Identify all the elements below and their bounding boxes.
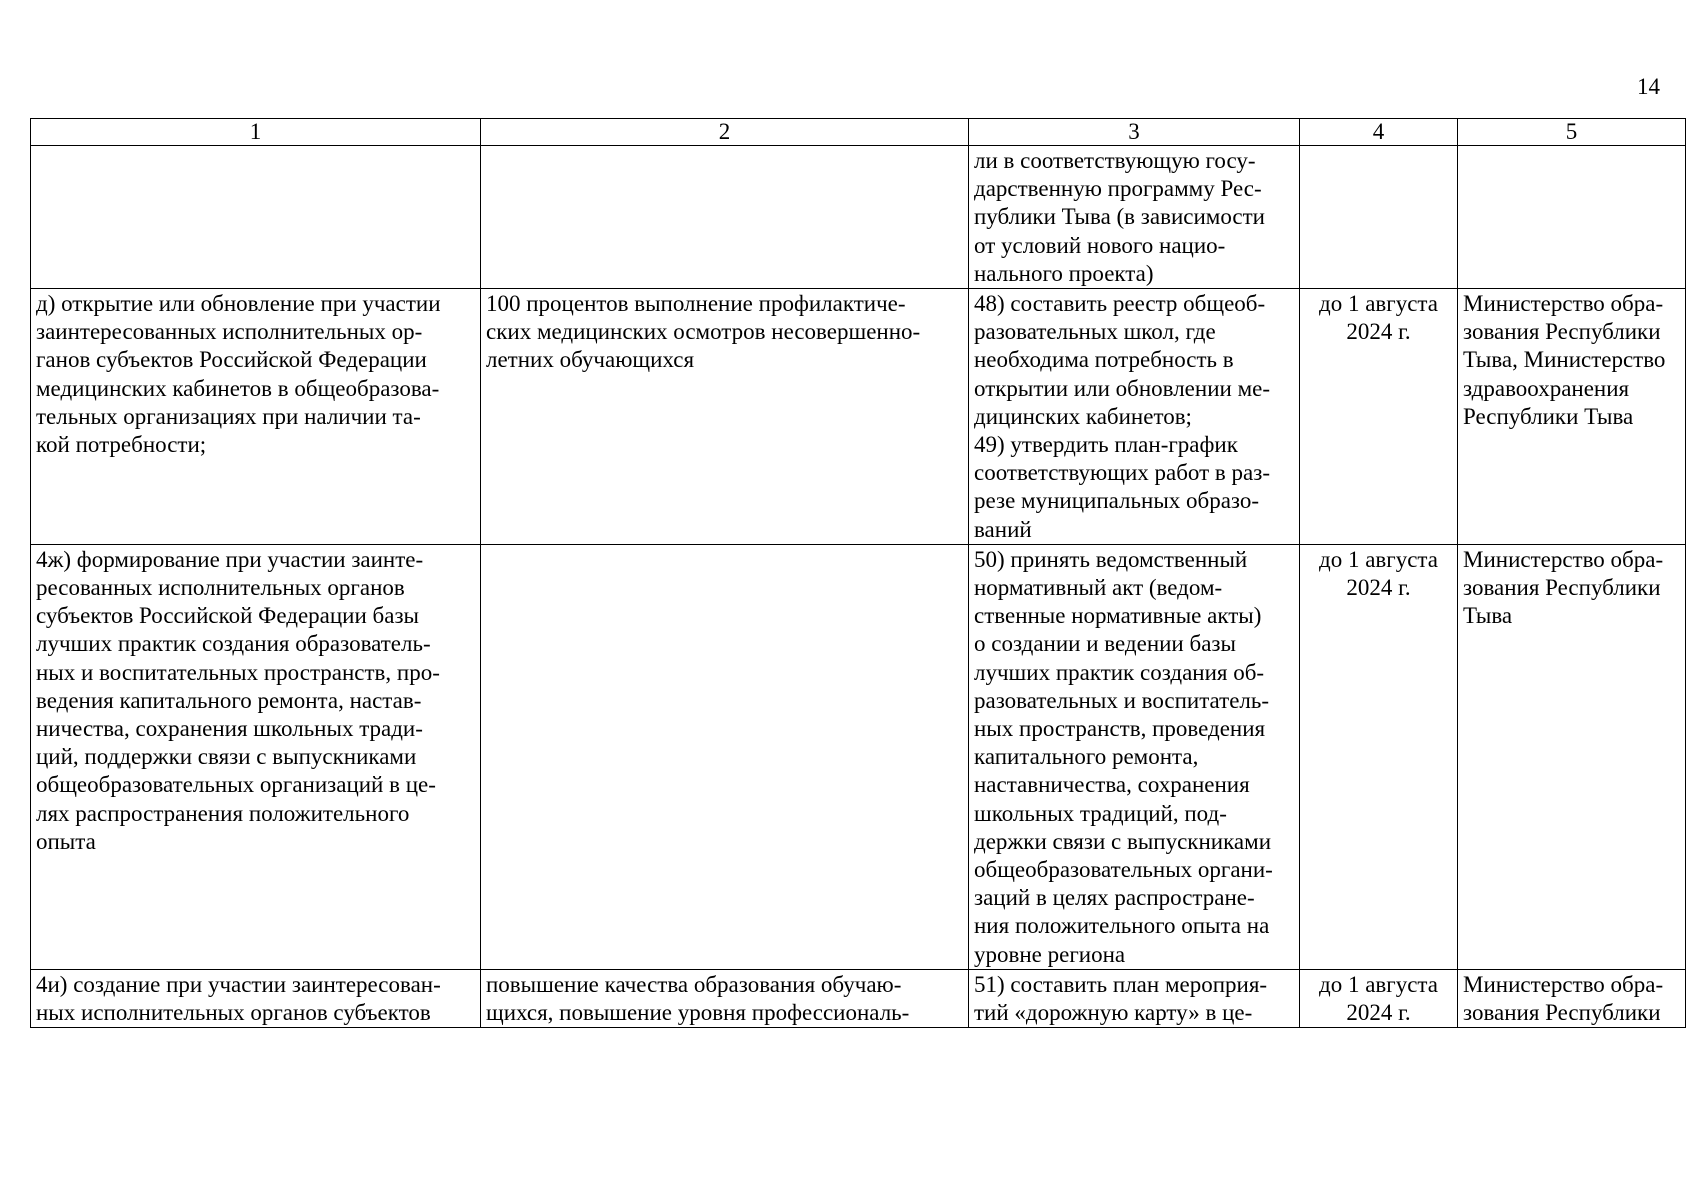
column-header: 4 xyxy=(1300,119,1458,146)
column-header: 3 xyxy=(969,119,1300,146)
table-row xyxy=(31,969,1686,1027)
cell-text-line: школьных традиций, под- xyxy=(974,800,1227,826)
cell-text-line: лучших практик создания образователь- xyxy=(36,631,431,657)
cell-text-line: повышение качества образования обучаю- xyxy=(486,971,902,997)
cell-text-line: Тыва xyxy=(1463,603,1513,629)
cell-text-line: субъектов Российской Федерации базы xyxy=(36,603,419,629)
cell-text-line: резе муниципальных образо- xyxy=(974,488,1260,514)
cell-text-line: ресованных исполнительных органов xyxy=(36,575,405,601)
cell-text-line: кой потребности; xyxy=(36,432,207,458)
measure-cell xyxy=(31,146,481,289)
indicator-cell xyxy=(481,969,969,1027)
cell-text-line: необходима потребность в xyxy=(974,347,1234,373)
cell-text-line: тельных организациях при наличии та- xyxy=(36,403,421,429)
cell-text-line: нормативный акт (ведом- xyxy=(974,575,1223,601)
cell-text-line: Министерство обра- xyxy=(1463,546,1664,572)
deadline-cell xyxy=(1300,146,1458,289)
cell-text-line: до 1 августа xyxy=(1319,291,1438,317)
cell-text-line: ных и воспитательных пространств, про- xyxy=(36,659,440,685)
table-header-row xyxy=(31,119,1686,146)
cell-text-line: зования Республики xyxy=(1463,319,1661,345)
table-row xyxy=(31,544,1686,969)
table-row xyxy=(31,146,1686,289)
cell-text-line: ных пространств, проведения xyxy=(974,716,1266,742)
column-header: 2 xyxy=(481,119,969,146)
measure-cell xyxy=(31,289,481,545)
cell-text-line: ных исполнительных органов субъектов xyxy=(36,1000,431,1026)
cell-text-line: публики Тыва (в зависимости xyxy=(974,204,1265,230)
cell-text-line: о создании и ведении базы xyxy=(974,631,1236,657)
cell-text-line: держки связи с выпускниками xyxy=(974,828,1272,854)
cell-text-line: соответствующих работ в раз- xyxy=(974,460,1270,486)
cell-text-line: ведения капитального ремонта, настав- xyxy=(36,687,422,713)
cell-text-line: лях распространения положительного xyxy=(36,800,410,826)
cell-text-line: общеобразовательных организаций в це- xyxy=(36,772,436,798)
cell-text-line: до 1 августа xyxy=(1319,971,1438,997)
cell-text-line: Тыва, Министерство xyxy=(1463,347,1666,373)
cell-text-line: Министерство обра- xyxy=(1463,291,1664,317)
cell-text-line: щихся, повышение уровня профессиональ- xyxy=(486,1000,910,1026)
action-cell xyxy=(969,969,1300,1027)
cell-text-line: 2024 г. xyxy=(1346,1000,1411,1026)
cell-text-line: ния положительного опыта на xyxy=(974,913,1270,939)
cell-text-line: заинтересованных исполнительных ор- xyxy=(36,319,423,345)
plan-table xyxy=(30,118,1686,1028)
cell-text-line: разовательных школ, где xyxy=(974,319,1216,345)
cell-text-line: летних обучающихся xyxy=(486,347,695,373)
cell-text-line: общеобразовательных органи- xyxy=(974,857,1273,883)
deadline-cell xyxy=(1300,969,1458,1027)
responsible-cell xyxy=(1458,969,1686,1027)
cell-text-line: 50) принять ведомственный xyxy=(974,546,1248,572)
action-cell xyxy=(969,289,1300,545)
cell-text-line: от условий нового нацио- xyxy=(974,232,1226,258)
cell-text-line: ственные нормативные акты) xyxy=(974,603,1262,629)
page-number: 14 xyxy=(1637,74,1660,99)
column-header: 5 xyxy=(1458,119,1686,146)
indicator-cell xyxy=(481,289,969,545)
cell-text-line: 49) утвердить план-график xyxy=(974,432,1238,458)
cell-text-line: уровне региона xyxy=(974,941,1126,967)
cell-text-line: зования Республики xyxy=(1463,1000,1661,1026)
cell-text-line: ли в соответствующую госу- xyxy=(974,148,1256,173)
cell-text-line: 2024 г. xyxy=(1346,575,1411,601)
cell-text-line: наставничества, сохранения xyxy=(974,772,1250,798)
cell-text-line: дарственную программу Рес- xyxy=(974,176,1262,202)
cell-text-line: Республики Тыва xyxy=(1463,403,1634,429)
measure-cell xyxy=(31,969,481,1027)
cell-text-line: ничества, сохранения школьных тради- xyxy=(36,716,423,742)
cell-text-line: 4ж) формирование при участии заинте- xyxy=(36,546,424,572)
cell-text-line: дицинских кабинетов; xyxy=(974,403,1192,429)
cell-text-line: разовательных и воспитатель- xyxy=(974,687,1270,713)
column-header: 1 xyxy=(31,119,481,146)
cell-text-line: капитального ремонта, xyxy=(974,744,1199,770)
cell-text-line: зования Республики xyxy=(1463,575,1661,601)
measure-cell xyxy=(31,544,481,969)
cell-text-line: 51) составить план мероприя- xyxy=(974,971,1268,997)
cell-text-line: 48) составить реестр общеоб- xyxy=(974,291,1266,317)
cell-text-line: ских медицинских осмотров несовершенно- xyxy=(486,319,921,345)
cell-text-line: до 1 августа xyxy=(1319,546,1438,572)
deadline-cell xyxy=(1300,289,1458,545)
cell-text-line: лучших практик создания об- xyxy=(974,659,1265,685)
cell-text-line: 2024 г. xyxy=(1346,319,1411,345)
cell-text-line: открытии или обновлении ме- xyxy=(974,375,1270,401)
cell-text-line: здравоохранения xyxy=(1463,375,1630,401)
cell-text-line: 100 процентов выполнение профилактиче- xyxy=(486,291,906,317)
cell-text-line: д) открытие или обновление при участии xyxy=(36,291,441,317)
action-cell xyxy=(969,146,1300,289)
responsible-cell xyxy=(1458,146,1686,289)
indicator-cell xyxy=(481,146,969,289)
cell-text-line: нального проекта) xyxy=(974,260,1154,286)
cell-text-line: ганов субъектов Российской Федерации xyxy=(36,347,427,373)
cell-text-line: медицинских кабинетов в общеобразова- xyxy=(36,375,440,401)
cell-text-line: ваний xyxy=(974,516,1032,542)
indicator-cell xyxy=(481,544,969,969)
action-cell xyxy=(969,544,1300,969)
table-row xyxy=(31,289,1686,545)
cell-text-line: ций, поддержки связи с выпускниками xyxy=(36,744,417,770)
cell-text-line: 4и) создание при участии заинтересован- xyxy=(36,971,441,997)
responsible-cell xyxy=(1458,289,1686,545)
deadline-cell xyxy=(1300,544,1458,969)
cell-text-line: тий «дорожную карту» в це- xyxy=(974,1000,1253,1026)
cell-text-line: опыта xyxy=(36,828,96,854)
responsible-cell xyxy=(1458,544,1686,969)
cell-text-line: Министерство обра- xyxy=(1463,971,1664,997)
cell-text-line: заций в целях распростране- xyxy=(974,885,1255,911)
